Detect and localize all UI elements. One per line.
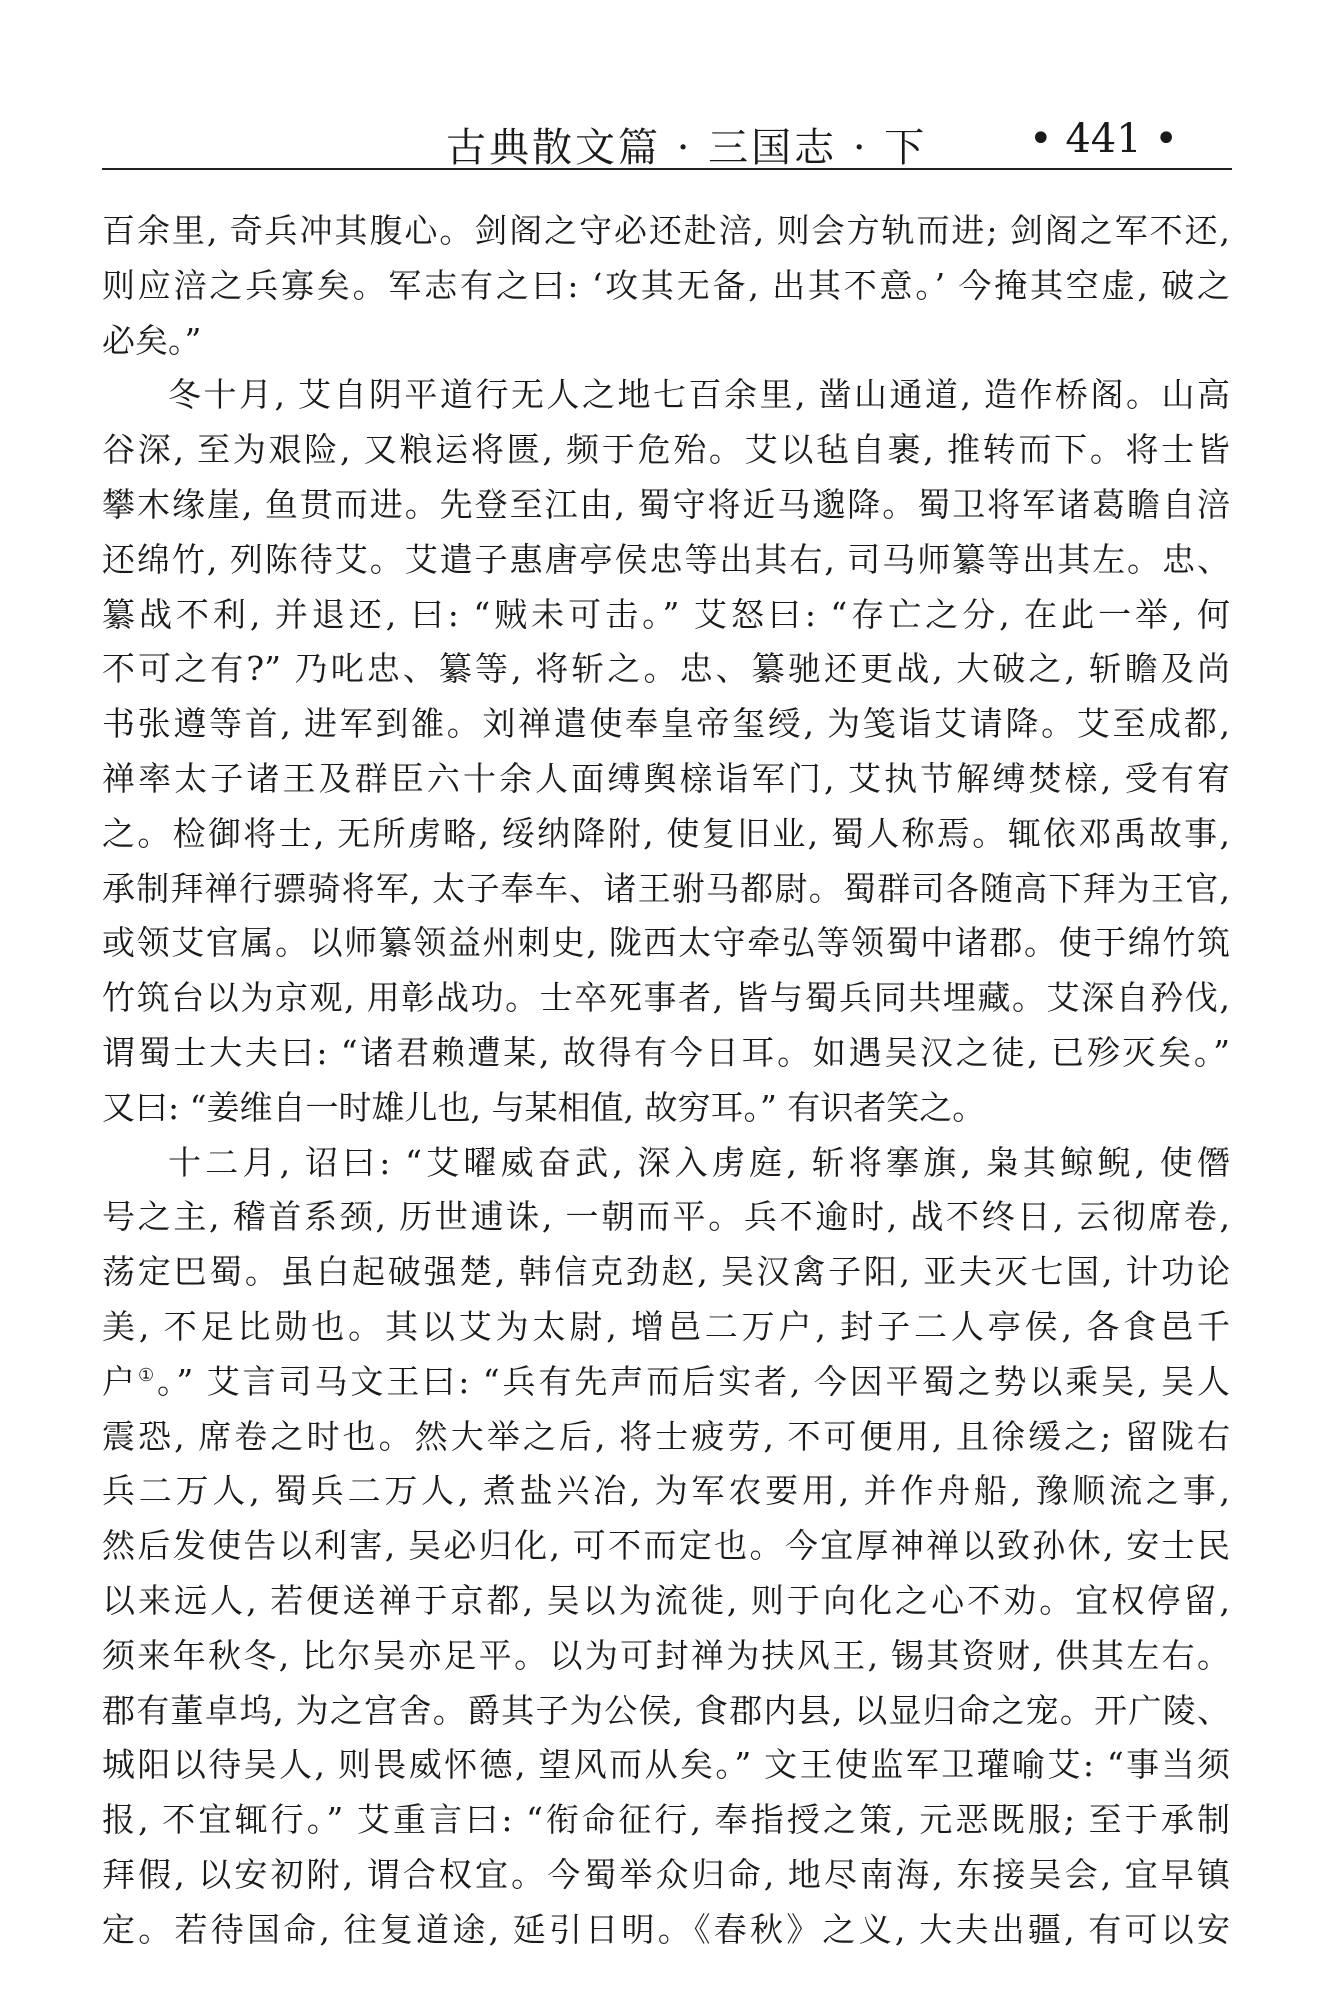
text-segment: 。” 艾言司马文王曰: “兵有先声而后实者, 今因平蜀之势以乘吴, 吴人 [157, 1361, 1230, 1401]
page-number: • 441 • [1029, 116, 1178, 162]
text-line: 承制拜禅行骠骑将军, 太子奉车、诸王驸马都尉。蜀群司各随高下拜为王官, [102, 868, 1230, 908]
text-line: 郡有董卓坞, 为之宫舍。爵其子为公侯, 食郡内县, 以显归命之宠。开广陵、 [102, 1690, 1230, 1730]
text-line: 还绵竹, 列陈待艾。艾遣子惠唐亭侯忠等出其右, 司马师纂等出其左。忠、 [102, 539, 1230, 579]
text-line: 或领艾官属。以师纂领益州刺史, 陇西太守牵弘等领蜀中诸郡。使于绵竹筑 [102, 923, 1230, 963]
text-line: 百余里, 奇兵冲其腹心。剑阁之守必还赴涪, 则会方轨而进; 剑阁之军不还, [102, 211, 1230, 250]
footnote-marker[interactable]: ① [137, 1364, 157, 1386]
text-line: 定。若待国命, 往复道途, 延引日明。《春秋》之义, 大夫出疆, 有可以安 [102, 1909, 1230, 1949]
text-line: 必矣。” [102, 320, 202, 360]
text-line: 又曰: “姜维自一时雄儿也, 与某相值, 故穷耳。” 有识者笑之。 [102, 1087, 986, 1127]
text-line: 震恐, 席卷之时也。然大举之后, 将士疲劳, 不可便用, 且徐缓之; 留陇右 [102, 1416, 1230, 1456]
header-rule [102, 168, 1232, 170]
text-line-with-footnote [102, 1355, 1230, 1410]
text-line: 禅率太子诸王及群臣六十余人面缚舆榇诣军门, 艾执节解缚焚榇, 受有宥 [102, 758, 1230, 798]
text-line: 报, 不宜辄行。” 艾重言曰: “衔命征行, 奉指授之策, 元恶既服; 至于承制 [102, 1800, 1230, 1840]
text-line: 则应涪之兵寡矣。军志有之曰: ‘攻其无备, 出其不意。’ 今掩其空虚, 破之 [102, 265, 1230, 305]
text-line: 谷深, 至为艰险, 又粮运将匮, 频于危殆。艾以毡自裹, 推转而下。将士皆 [102, 430, 1230, 470]
text-line: 城阳以待吴人, 则畏威怀德, 望风而从矣。” 文王使监军卫瓘喻艾: “事当须 [102, 1745, 1230, 1785]
text-line: 须来年秋冬, 比尔吴亦足平。以为可封禅为扶风王, 锡其资财, 供其左右。 [102, 1635, 1230, 1675]
text-line: 竹筑台以为京观, 用彰战功。士卒死事者, 皆与蜀兵同共埋藏。艾深自矜伐, [102, 978, 1230, 1018]
text-line: 兵二万人, 蜀兵二万人, 煮盐兴冶, 为军农要用, 并作舟船, 豫顺流之事, [102, 1471, 1230, 1511]
text-line: 攀木缘崖, 鱼贯而进。先登至江由, 蜀守将近马邈降。蜀卫将军诸葛瞻自涪 [102, 484, 1230, 524]
text-line: 十二月, 诏曰: “艾曜威奋武, 深入虏庭, 斩将搴旗, 枭其鲸鲵, 使僭 [168, 1142, 1230, 1182]
text-line: 冬十月, 艾自阴平道行无人之地七百余里, 凿山通道, 造作桥阁。山高 [168, 375, 1230, 415]
text-line: 然后发使告以利害, 吴必归化, 可不而定也。今宜厚神禅以致孙休, 安士民 [102, 1526, 1230, 1566]
running-header [102, 110, 1232, 170]
text-segment: 户 [102, 1361, 138, 1401]
text-line: 荡定巴蜀。虽白起破强楚, 韩信克劲赵, 吴汉禽子阳, 亚夫灭七国, 计功论 [102, 1252, 1230, 1292]
text-line: 美, 不足比勋也。其以艾为太尉, 增邑二万户, 封子二人亭侯, 各食邑千 [102, 1306, 1230, 1346]
text-line: 以来远人, 若便送禅于京都, 吴以为流徙, 则于向化之心不劝。宜权停留, [102, 1580, 1230, 1620]
text-line: 谓蜀士大夫曰: “诸君赖遭某, 故得有今日耳。如遇吴汉之徒, 已殄灭矣。” [102, 1032, 1230, 1072]
text-line: 纂战不利, 并退还, 曰: “贼未可击。” 艾怒曰: “存亡之分, 在此一举, 何 [102, 594, 1230, 634]
text-line: 拜假, 以安初附, 谓合权宜。今蜀举众归命, 地尽南海, 东接吴会, 宜早镇 [102, 1854, 1230, 1894]
text-line: 号之主, 稽首系颈, 历世逋诛, 一朝而平。兵不逾时, 战不终日, 云彻席卷, [102, 1197, 1230, 1237]
text-line: 之。检御将士, 无所虏略, 绥纳降附, 使复旧业, 蜀人称焉。辄依邓禹故事, [102, 813, 1230, 853]
text-line: 书张遵等首, 进军到雒。刘禅遣使奉皇帝玺绶, 为笺诣艾请降。艾至成都, [102, 704, 1230, 744]
header-title: 古典散文篇 · 三国志 · 下 [446, 125, 928, 171]
body-text [102, 204, 1230, 1958]
text-line: 不可之有?” 乃叱忠、纂等, 将斩之。忠、纂驰还更战, 大破之, 斩瞻及尚 [102, 649, 1230, 689]
